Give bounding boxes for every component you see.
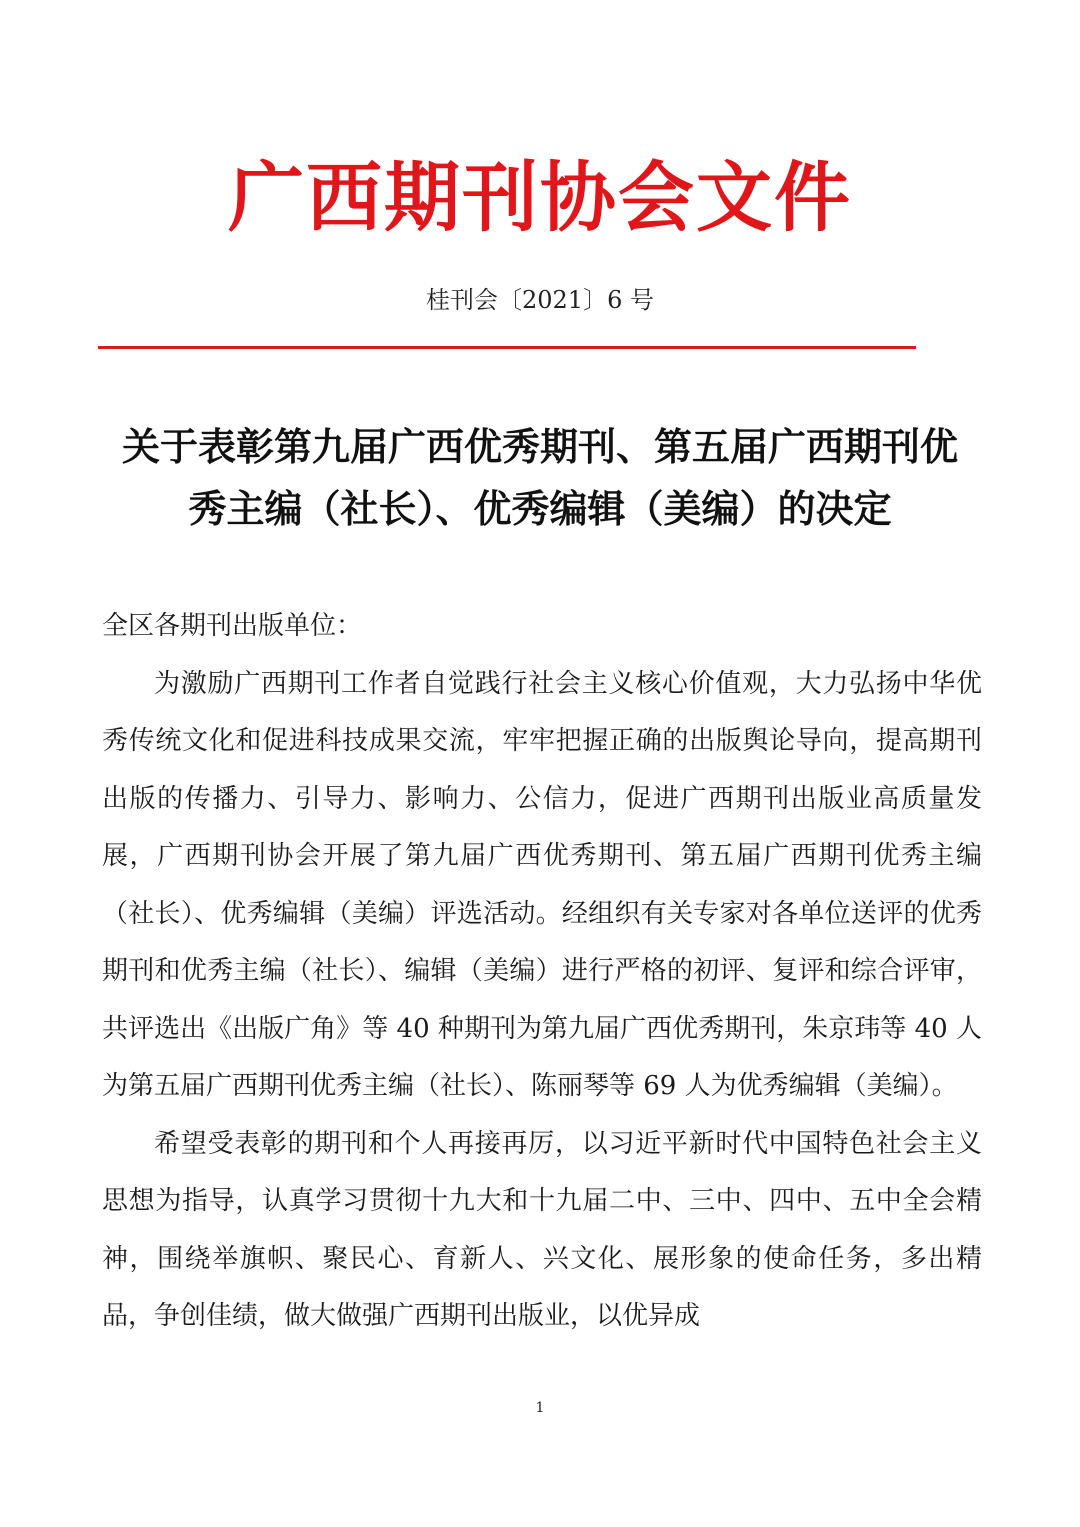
body-paragraph-1: 为激励广西期刊工作者自觉践行社会主义核心价值观，大力弘扬中华优秀传统文化和促进科技成果交流，牢牢把握正确的出版舆论导向，提高期刊出版的传播力、引导力、影响力、公信力，促进广西期刊出版业高质量发展，广西期刊协会开展了第九届广西优秀期刊、第五届广西期刊优秀主编（社长）、优秀编辑（美编）评选活动。经组织有关专家对各单位送评的优秀期刊和优秀主编（社长）、编辑（美编）进行严格的初评、复评和综合评审，共评选出《出版广角》等 40 种期刊为第九届广西优秀期刊，朱京玮等 40 人为第五届广西期刊优秀主编（社长）、陈丽琴等 69 人为优秀编辑（美编）。 — [102, 668, 982, 1101]
document-title-line-1: 关于表彰第九届广西优秀期刊、第五届广西期刊优 — [121, 425, 958, 469]
salutation: 全区各期刊出版单位： — [102, 611, 363, 641]
red-divider-line — [98, 346, 916, 349]
document-title — [96, 416, 984, 540]
document-body — [102, 598, 982, 1346]
document-masthead: 广西期刊协会文件 — [228, 153, 852, 242]
page-number: 1 — [535, 1400, 545, 1416]
document-title-line-2: 秀主编（社长）、优秀编辑（美编）的决定 — [188, 487, 892, 531]
document-number: 桂刊会〔2021〕6 号 — [426, 286, 654, 314]
body-paragraph-2: 希望受表彰的期刊和个人再接再厉，以习近平新时代中国特色社会主义思想为指导，认真学习贯彻十九大和十九届二中、三中、四中、五中全会精神，围绕举旗帜、聚民心、育新人、兴文化、展形象的使命任务，多出精品，争创佳绩，做大做强广西期刊出版业，以优异成 — [102, 1128, 982, 1331]
